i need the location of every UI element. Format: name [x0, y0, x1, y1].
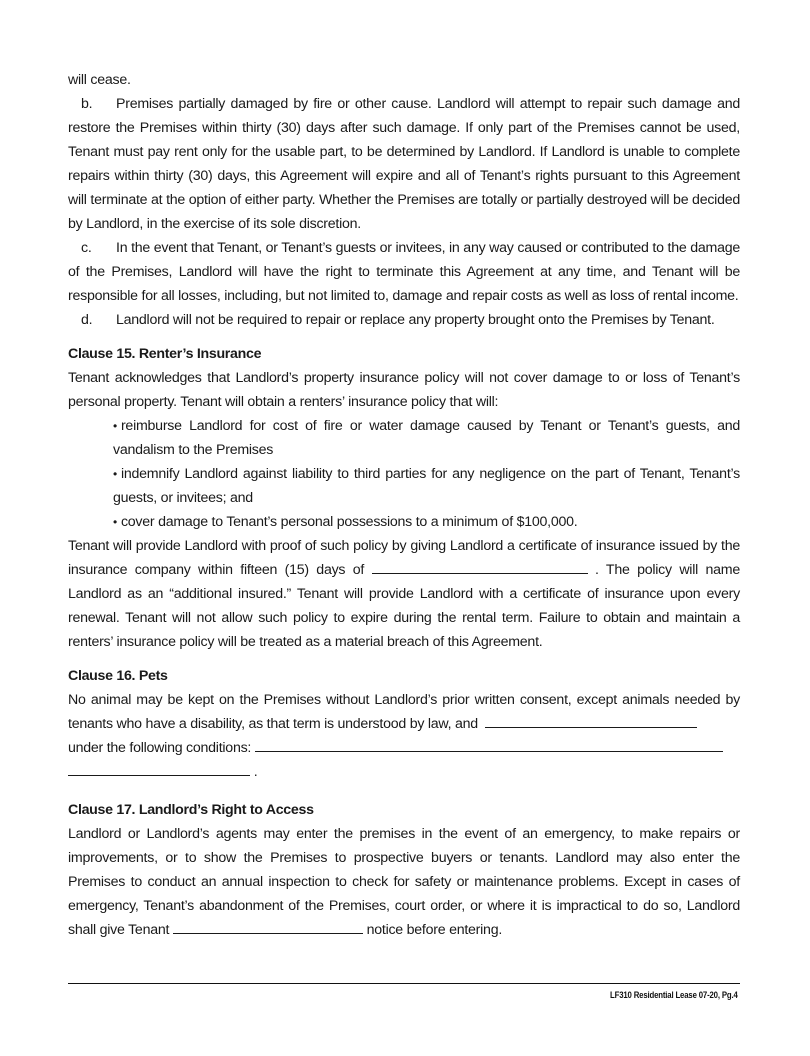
- item-marker: c.: [81, 240, 92, 256]
- clause-15-intro: Tenant acknowledges that Landlord’s property insurance policy will not cover damage to or loss of Tenant’s personal property. Tenant will obtain a renters’ insurance policy that will:: [68, 370, 740, 410]
- clause-17-heading: Clause 17. Landlord’s Right to Access: [68, 802, 314, 818]
- clause-15-proof-paragraph: Tenant will provide Landlord with proof of such policy by giving Landlord a certificate of insurance issued by the insurance company within fifteen (15) days of . The policy will name Landlord as an “additional insured.” Tenant will provide Landlord with a certificate of insurance upon every renewal. Tenant will not allow such policy to expire during the rental term. Failure to obtain and maintain a renters’ insurance policy will be treated as a material breach of this Agreement.: [68, 538, 740, 650]
- damage-item-b: [68, 92, 740, 236]
- list-item: • indemnify Landlord against liability to third parties for any negligence on the part of Tenant, Tenant’s guests, or invitees; and: [113, 466, 740, 506]
- list-item: • reimburse Landlord for cost of fire or water damage caused by Tenant or Tenant’s guests, and vandalism to the Premises: [113, 418, 740, 458]
- clause-16-paragraph: No animal may be kept on the Premises without Landlord’s prior written consent, except animals needed by tenants who have a disability, as that term is understood by law, and under the following conditions: .: [68, 692, 740, 780]
- clause-16-heading: Clause 16. Pets: [68, 668, 168, 684]
- item-text: Landlord will not be required to repair or replace any property brought onto the Premises by Tenant.: [116, 312, 715, 328]
- item-marker: b.: [81, 96, 93, 112]
- list-item: • cover damage to Tenant’s personal possessions to a minimum of $100,000.: [113, 514, 578, 530]
- bullet-icon: •: [113, 467, 117, 481]
- clause-17-paragraph: Landlord or Landlord’s agents may enter the premises in the event of an emergency, to make repairs or improvements, or to show the Premises to prospective buyers or tenants. Landlord may also enter the Premises to conduct an annual inspection to check for safety or maintenance problems. Except in cases of emergency, Tenant’s abandonment of the Premises, court order, or where it is impractical to do so, Landlord shall give Tenant notice before entering.: [68, 826, 740, 938]
- insurance-deadline-blank-field[interactable]: [372, 558, 588, 574]
- damage-item-c: [68, 236, 740, 308]
- footer-divider: [68, 983, 740, 984]
- bullet-icon: •: [113, 419, 117, 433]
- pet-conditions-blank-field-1[interactable]: [255, 736, 723, 752]
- pet-conditions-blank-field-2[interactable]: [68, 760, 250, 776]
- clause-15-heading: Clause 15. Renter’s Insurance: [68, 346, 262, 362]
- item-text: In the event that Tenant, or Tenant’s guests or invitees, in any way caused or contributed to the damage of the Premises, Landlord will have the right to terminate this Agreement at any time, and Tenant will be responsible for all losses, including, but not limited to, damage and repair costs as well as loss of rental income.: [68, 240, 740, 304]
- damage-item-d: [68, 308, 740, 332]
- bullet-icon: •: [113, 515, 117, 529]
- notice-period-blank-field[interactable]: [173, 918, 363, 934]
- footer-form-label: LF310 Residential Lease 07-20, Pg.4: [610, 990, 738, 1001]
- item-marker: d.: [81, 312, 93, 328]
- lease-page-body: [68, 68, 740, 942]
- insurance-requirements-list: [68, 414, 740, 534]
- item-text: Premises partially damaged by fire or other cause. Landlord will attempt to repair such damage and restore the Premises within thirty (30) days after such damage. If only part of the Premises cannot be used, Tenant must pay rent only for the usable part, to be determined by Landlord. If Landlord is unable to complete repairs within thirty (30) days, this Agreement will expire and all of Tenant’s rights pursuant to this Agreement will terminate at the option of either party. Whether the Premises are totally or partially destroyed will be decided by Landlord, in the exercise of its sole discretion.: [68, 96, 740, 232]
- pets-allowed-blank-field[interactable]: [485, 712, 697, 728]
- continuation-text: will cease.: [68, 72, 131, 88]
